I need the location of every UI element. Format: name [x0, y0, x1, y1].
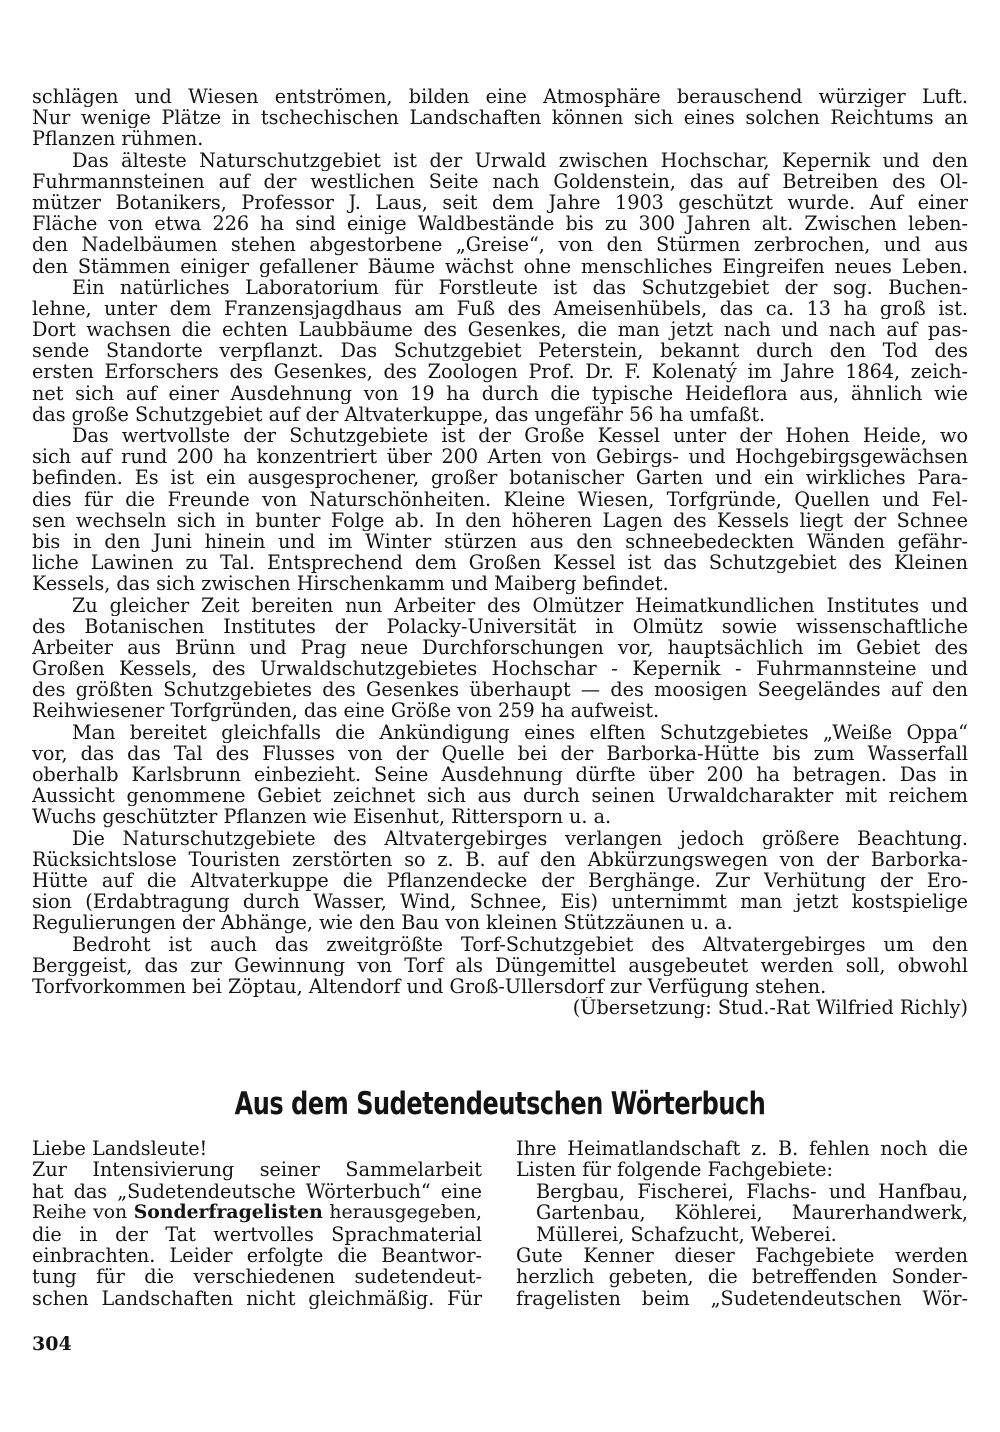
text-line: oberhalb Karlsbrunn einbezieht. Seine Ausdehnung dürfte über 200 ha betragen. Das in — [32, 764, 968, 786]
text-line: Reihwiesener Torfgründen, das eine Größe von 259 ha aufweist. — [32, 700, 660, 722]
text-line: einbrachten. Leider erfolgte die Beantwor- — [32, 1244, 482, 1267]
text-line: sion (Erdabtragung durch Wasser, Wind, Schnee, Eis) unternimmt man jetzt kostspielige — [32, 891, 968, 913]
text-line: Man bereitet gleichfalls die Ankündigung eines elften Schutzgebietes „Weiße Oppa“ — [72, 721, 968, 743]
text-line: Berggeist, das zur Gewinnung von Torf als Düngemittel ausgebeutet werden soll, obwohl — [32, 954, 968, 976]
text-line: Rücksichtslose Touristen zerstörten so z. B. auf den Abkürzungswegen von der Barborka- — [32, 848, 968, 870]
text-line: Pflanzen rühmen. — [32, 128, 204, 150]
subject-list-line: Gartenbau, Köhlerei, Maurerhandwerk, — [536, 1202, 968, 1224]
text-line: Das wertvollste der Schutzgebiete ist der Große Kessel unter der Hohen Heide, wo — [72, 425, 968, 447]
text-line: das große Schutzgebiet auf der Altvaterkuppe, das ungefähr 56 ha umfaßt. — [32, 403, 766, 425]
text-line: Dort wachsen die echten Laubbäume des Gesenkes, die man jetzt nach und nach auf pas- — [32, 319, 968, 341]
emphasized-term: Sonderfragelisten — [133, 1202, 323, 1224]
text-line: des Botanischen Institutes der Polacky-Universität in Olmütz sowie wissenschaftliche — [32, 615, 968, 637]
salutation: Liebe Landsleute! — [32, 1138, 208, 1160]
text-line: Fläche von etwa 226 ha sind einige Waldbestände bis zu 300 Jahren alt. Zwischen leben- — [32, 213, 968, 235]
text-line: schen Landschaften nicht gleichmäßig. Für — [32, 1287, 482, 1310]
text-line: Ihre Heimatlandschaft z. B. fehlen noch die — [516, 1138, 968, 1160]
text-line: Großen Kessels, des Urwaldschutzgebietes Hochschar - Kepernik - Fuhrmannsteine und — [32, 658, 968, 680]
text-line: Arbeiter aus Brünn und Prag neue Durchforschungen vor, hauptsächlich im Gebiet des — [32, 636, 968, 659]
text-line: schlägen und Wiesen entströmen, bilden eine Atmosphäre berauschend würziger Luft. — [32, 86, 968, 108]
text-line: Listen für folgende Fachgebiete: — [516, 1159, 833, 1181]
text-line: Fuhrmannsteinen auf der westlichen Seite nach Goldenstein, das auf Betreiben des Ol- — [32, 170, 968, 192]
text-line: des größten Schutzgebietes des Gesenkes überhaupt — des moosigen Seegeländes auf den — [32, 679, 968, 701]
left-column — [32, 1138, 482, 1309]
text-line: lehne, unter dem Franzensjagdhaus am Fuß des Ameisenhübels, das ca. 13 ha groß ist. — [32, 297, 968, 320]
text-line: vor, das das Tal des Flusses von der Quelle bei der Barborka-Hütte bis zum Wasserfall — [32, 742, 968, 764]
text-line: befinden. Es ist ein ausgesprochener, großer botanischer Garten und ein wirkliches Para- — [32, 467, 968, 489]
text-line: ersten Erforschers des Gesenkes, des Zoologen Prof. Dr. F. Kolenatý im Jahre 1864, zeich- — [32, 361, 968, 383]
text-line: sende Standorte verpflanzt. Das Schutzgebiet Peterstein, bekannt durch den Tod des — [32, 340, 968, 362]
text-line: fragelisten beim „Sudetendeutschen Wör- — [516, 1287, 968, 1310]
text-line: sich auf rund 200 ha konzentriert über 200 Arten von Gebirgs- und Hochgebirgsgewächsen — [32, 446, 968, 468]
text-line — [32, 1202, 482, 1223]
section-heading: Aus dem Sudetendeutschen Wörterbuch — [234, 1086, 766, 1122]
text-line: Regulierungen der Abhänge, wie den Bau von kleinen Stützzäunen u. a. — [32, 912, 733, 934]
text-line: Zur Intensivierung seiner Sammelarbeit — [32, 1159, 482, 1181]
text-line: bis in den Juni hinein und im Winter stürzen aus den schneebedeckten Wänden gefähr- — [32, 530, 968, 553]
right-column — [516, 1138, 968, 1309]
text-line: sen wechseln sich in bunter Folge ab. In den höheren Lagen des Kessels liegt der Schnee — [32, 509, 968, 531]
text-line: mützer Botanikers, Professor J. Laus, seit dem Jahre 1903 geschützt wurde. Auf einer — [32, 191, 968, 214]
text-line: tung für die verschiedenen sudetendeut- — [32, 1266, 482, 1288]
text-fragment: Reihe von — [32, 1202, 134, 1224]
text-line: Zu gleicher Zeit bereiten nun Arbeiter des Olmützer Heimatkundlichen Institutes und — [72, 594, 968, 616]
subject-list-line: Müllerei, Schafzucht, Weberei. — [536, 1223, 837, 1245]
text-line: die in der Tat wertvolles Sprachmaterial — [32, 1223, 482, 1245]
text-line: herzlich gebeten, die betreffenden Sonder- — [516, 1266, 968, 1288]
text-line: Nur wenige Plätze in tschechischen Landschaften können sich eines solchen Reichtums an — [32, 107, 968, 129]
text-line: Wuchs geschützter Pflanzen wie Eisenhut, Rittersporn u. a. — [32, 806, 612, 828]
text-line: den Nadelbäumen stehen abgestorbene „Greise“, von den Stürmen zerbrochen, und aus — [32, 234, 968, 256]
translator-attribution: (Übersetzung: Stud.-Rat Wilfried Richly) — [572, 997, 968, 1019]
article-body — [32, 86, 968, 1018]
text-line: Aussicht genommene Gebiet zeichnet sich aus durch seinen Urwaldcharakter mit reichem — [32, 785, 968, 807]
text-fragment: herausgegeben, — [322, 1202, 482, 1224]
text-line: hat das „Sudetendeutsche Wörterbuch“ eine — [32, 1180, 482, 1203]
text-line: liche Lawinen zu Tal. Entsprechend dem Großen Kessel ist das Schutzgebiet des Kleinen — [32, 552, 968, 574]
text-line: net sich auf einer Ausdehnung von 19 ha durch die typische Heideflora aus, ähnlich wie — [32, 382, 968, 404]
text-line: Hütte auf die Altvaterkuppe die Pflanzendecke der Berghänge. Zur Verhütung der Ero- — [32, 869, 968, 892]
text-line: den Stämmen einiger gefallener Bäume wächst ohne menschliches Eingreifen neues Leben. — [32, 255, 968, 277]
text-line: Bedroht ist auch das zweitgrößte Torf-Schutzgebiet des Altvatergebirges um den — [72, 933, 968, 955]
page-number: 304 — [32, 1333, 72, 1355]
text-line: Ein natürliches Laboratorium für Forstleute ist das Schutzgebiet der sog. Buchen- — [72, 276, 968, 298]
text-line: Torfvorkommen bei Zöptau, Altendorf und Groß-Ullersdorf zur Verfügung stehen. — [32, 975, 827, 998]
text-line: Das älteste Naturschutzgebiet ist der Urwald zwischen Hochschar, Kepernik und den — [72, 149, 968, 171]
text-line: Die Naturschutzgebiete des Altvatergebirges verlangen jedoch größere Beachtung. — [72, 827, 968, 849]
text-line: dies für die Freunde von Naturschönheiten. Kleine Wiesen, Torfgründe, Quellen und Fel- — [32, 488, 968, 510]
text-line: Kessels, das sich zwischen Hirschenkamm und Maiberg befindet. — [32, 573, 669, 595]
text-line: Gute Kenner dieser Fachgebiete werden — [516, 1244, 968, 1267]
subject-list-line: Bergbau, Fischerei, Flachs- und Hanfbau, — [536, 1180, 968, 1203]
